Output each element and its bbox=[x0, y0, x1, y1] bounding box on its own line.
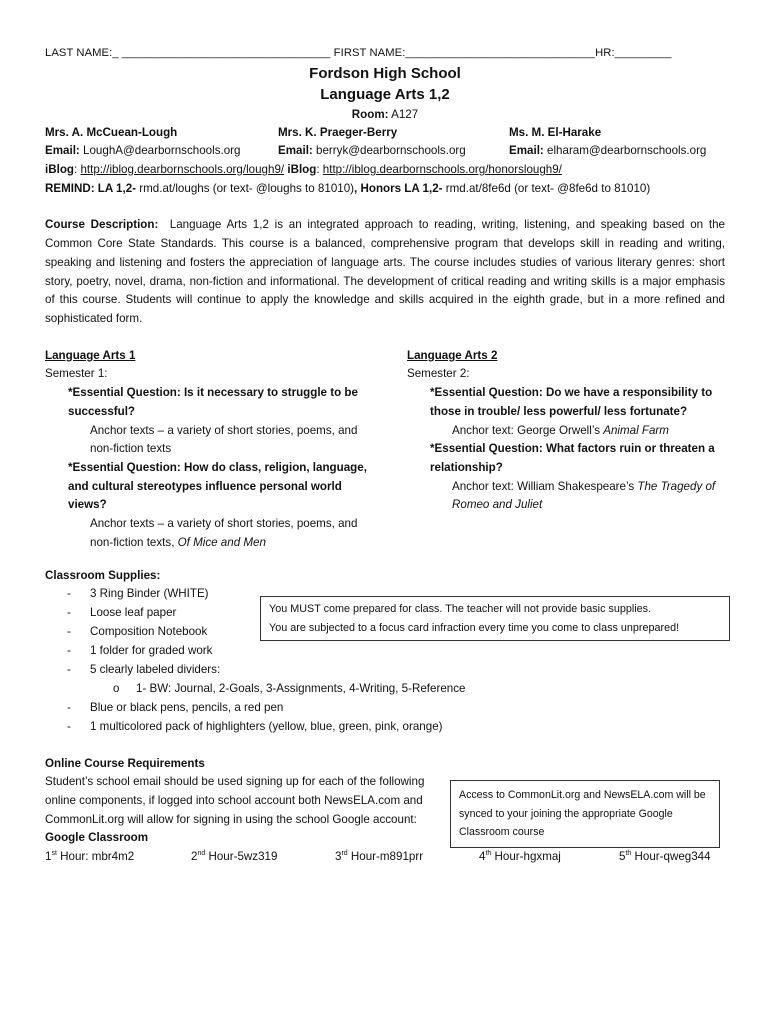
supplies-notice-box bbox=[260, 596, 730, 641]
teacher-emails bbox=[45, 142, 725, 161]
list-item: - 1 multicolored pack of highlighters (yellow, blue, green, pink, orange) bbox=[67, 719, 443, 733]
la1-anchor-1: Anchor texts – a variety of short stories, poems, and non-fiction texts bbox=[90, 423, 358, 456]
notice-line-1: You MUST come prepared for class. The teacher will not provide basic supplies. bbox=[269, 603, 652, 615]
semester-columns bbox=[45, 347, 725, 567]
list-item: - 3 Ring Binder (WHITE) bbox=[67, 587, 209, 601]
syllabus-page bbox=[45, 44, 725, 867]
la1-column bbox=[45, 347, 375, 553]
list-item: - Blue or black pens, pencils, a red pen bbox=[67, 700, 284, 714]
teacher-email-1: Email: LoughA@dearbornschools.org bbox=[45, 144, 241, 158]
list-item: - Loose leaf paper bbox=[67, 606, 177, 620]
la1-question-2: *Essential Question: How do class, religion, language, and cultural stereotypes influence personal world views? bbox=[68, 460, 367, 512]
teacher-email-3: Email: elharam@dearbornschools.org bbox=[509, 144, 707, 158]
la2-question-2: *Essential Question: What factors ruin or threaten a relationship? bbox=[430, 442, 715, 474]
la2-question-1: *Essential Question: Do we have a responsibility to those in trouble/ less powerful/ less fortunate? bbox=[430, 386, 713, 418]
course-description bbox=[45, 216, 725, 328]
hour-code-3: 3rd Hour-m891prr bbox=[335, 850, 424, 864]
la1-anchor-2: Anchor texts – a variety of short stories, poems, and non-fiction texts, Of Mice and Men bbox=[90, 517, 358, 549]
remind-text-2: rmd.at/8fe6d (or text- @8fe6d to 81010) bbox=[442, 181, 651, 195]
iblog-label-1: iBlog bbox=[45, 163, 74, 177]
la1-semester: Semester 1: bbox=[45, 367, 108, 381]
remind-label-2: Honors LA 1,2- bbox=[360, 181, 443, 195]
online-text: Student’s school email should be used signing up for each of the following online components, if logged into school account both NewsELA.com and CommonLit.org will allow for signing in using the school Google account: bbox=[45, 775, 425, 826]
hour-code-2: 2nd Hour-5wz319 bbox=[191, 850, 278, 864]
la2-column bbox=[407, 347, 727, 515]
online-sync-box: Access to CommonLit.org and NewsELA.com will be synced to your joining the appropriate Google Classroom course bbox=[450, 780, 720, 848]
la2-anchor-1: Anchor text: George Orwell’s Animal Farm bbox=[452, 423, 669, 437]
hour-code-4: 4th Hour-hgxmaj bbox=[479, 850, 561, 864]
iblog-link-2[interactable]: http://iblog.dearbornschools.org/honorslough9/ bbox=[322, 163, 562, 177]
list-item: - Composition Notebook bbox=[67, 625, 208, 639]
divider-sub-item: o 1- BW: Journal, 2-Goals, 3-Assignments, 4-Writing, 5-Reference bbox=[113, 681, 466, 695]
name-fill-line: LAST NAME:_ _________________________________ FIRST NAME:______________________________HR:_________ bbox=[45, 47, 672, 59]
hour-code-1: 1st Hour: mbr4m2 bbox=[45, 850, 135, 864]
list-item: - 5 clearly labeled dividers: bbox=[67, 662, 221, 676]
la1-heading: Language Arts 1 bbox=[45, 348, 136, 362]
school-title: Fordson High School bbox=[309, 64, 461, 82]
iblog-label-2: iBlog bbox=[287, 163, 317, 177]
remind-label-1: REMIND: LA 1,2- bbox=[45, 181, 137, 195]
remind-text-1: rmd.at/loughs (or text- @loughs to 81010) bbox=[136, 181, 355, 195]
description-label: Course Description: bbox=[45, 218, 159, 232]
online-heading: Online Course Requirements bbox=[45, 756, 205, 770]
room-line bbox=[45, 105, 725, 124]
supplies-heading: Classroom Supplies: bbox=[45, 568, 161, 582]
google-heading: Google Classroom bbox=[45, 831, 149, 845]
teacher-name-3: Ms. M. El-Harake bbox=[509, 125, 602, 139]
la2-anchor-2: Anchor text: William Shakespeare’s The Tragedy of Romeo and Juliet bbox=[452, 479, 716, 512]
notice-line-2: You are subjected to a focus card infraction every time you come to class unprepared! bbox=[269, 621, 680, 634]
iblog-line: iBlog: http://iblog.dearbornschools.org/lough9/ iBlog: http://iblog.dearbornschools.org/honorslough9/ bbox=[45, 163, 562, 177]
la2-semester: Semester 2: bbox=[407, 367, 470, 381]
list-item: - 1 folder for graded work bbox=[67, 644, 213, 658]
teacher-names bbox=[45, 124, 725, 143]
teacher-name-1: Mrs. A. McCuean-Lough bbox=[45, 125, 178, 139]
description-text: Language Arts 1,2 is an integrated approach to reading, writing, listening, and speaking based on the Common Core State Standards. This course is a balanced, comprehensive program that develops skill in reading and writing, speaking and listening and fosters the appreciation of language arts. The course includes studies of various literary genres: short story, poetry, novel, drama, non-fiction and informational. The development of critical reading and writing skills is a major emphasis of this course. Students will continue to apply the knowledge and skills acquired in the eighth grade, but in a more refined and sophisticated form. bbox=[45, 218, 725, 325]
la1-question-1: *Essential Question: Is it necessary to struggle to be successful? bbox=[68, 386, 358, 418]
teacher-email-2: Email: berryk@dearbornschools.org bbox=[278, 144, 466, 158]
remind-line: REMIND: LA 1,2- rmd.at/loughs (or text- @loughs to 81010), Honors LA 1,2- rmd.at/8fe6d (or text- @8fe6d to 81010) bbox=[45, 181, 651, 195]
hour-code-5: 5th Hour-qweg344 bbox=[619, 850, 711, 864]
google-hours bbox=[45, 848, 725, 867]
la2-heading: Language Arts 2 bbox=[407, 348, 498, 362]
iblog-link-1[interactable]: http://iblog.dearbornschools.org/lough9/ bbox=[80, 163, 285, 177]
teacher-name-2: Mrs. K. Praeger-Berry bbox=[278, 125, 398, 139]
room-value: A127 bbox=[391, 107, 419, 121]
course-title: Language Arts 1,2 bbox=[320, 85, 450, 103]
room-label: Room: bbox=[351, 107, 389, 121]
